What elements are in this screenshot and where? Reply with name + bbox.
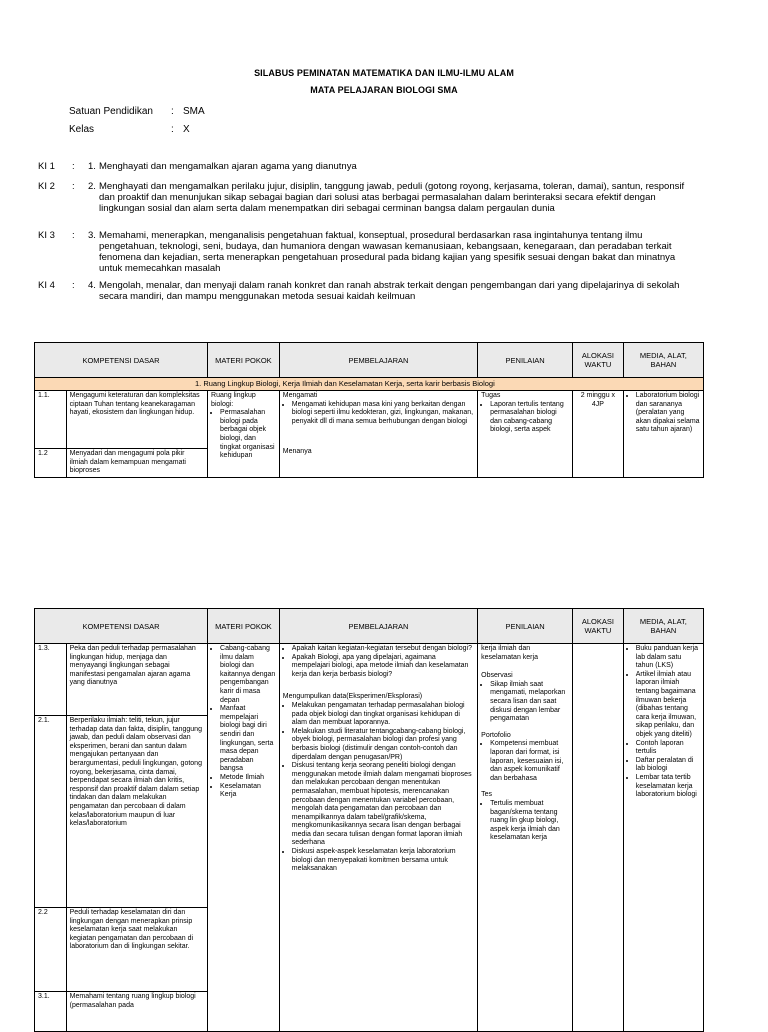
media-cell (623, 391, 703, 478)
table-row (35, 391, 704, 449)
ki-item (0, 181, 768, 221)
kd-text: Berperilaku ilmiah: teliti, tekun, jujur terhadap data dan fakta, disiplin, tanggung jawab, dan peduli dalam observasi dan eksperimen, berani dan santun dalam mengajukan pertanyaan dan berargumentasi, peduli lingkungan, gotong royong, bekerjasama, cinta damai, berpendapat secara ilmiah dan kritis, responsif dan proaktif dalam dalam setiap tindakan dan dalam melakukan pengamatan dan percobaan di dalam kelas/laboratorium maupun di luar kelas/laboratorium (66, 716, 207, 908)
penilaian-item: • Sikap ilmiah saat mengamati, melaporkan secara lisan dan saat diskusi dengan lembar pengamatan (490, 681, 569, 724)
syllabus-table (34, 608, 704, 1032)
kd-number: 3.1. (35, 992, 67, 1032)
pembelajaran-cell (279, 391, 477, 478)
ki-number: 3. (88, 230, 96, 241)
media-item: • Lembar tata tertib keselamatan kerja laboratorium biologi (636, 774, 700, 800)
topic-band (35, 378, 704, 391)
ki-text: Mengolah, menalar, dan menyaji dalam ranah konkret dan ranah abstrak terkait dengan pengembangan dari yang dipelajarinya di sekolah secara mandiri, dan mampu menggunakan metoda sesuai kaidah keilmuan (99, 280, 680, 302)
materi-intro: Ruang lingkup biologi: (211, 392, 256, 408)
media-item: • Laboratorium biologi dan sarananya (peralatan yang akan dipakai selama satu tahun ajaran) (636, 392, 700, 435)
penilaian-cell (478, 644, 573, 1032)
media-item: • Daftar peralatan di lab biologi (636, 757, 700, 774)
col-header-materi: MATERI POKOK (208, 609, 280, 644)
pembelajaran-heading: Mengumpulkan data(Eksperimen/Eksplorasi) (282, 693, 423, 701)
materi-item: • Metode Ilmiah (220, 774, 276, 783)
materi-item: • Permasalahan biologi pada berbagai objek biologi, dan tingkat organisasi kehidupan (220, 409, 276, 461)
kd-text: Menyadari dan mengagumi pola pikir ilmiah dalam kemampuan mengamati bioproses (66, 449, 207, 478)
pembelajaran-item: • Melakukan studi literatur tentangcabang-cabang biologi, obyek biologi, permasalahan biologi dan profesi yang berbasis biologi (distimulir dengan contoh-contoh dan diperdalam dengan penugasan/PR) (292, 728, 474, 762)
penilaian-heading: Tes (481, 791, 493, 799)
col-header-kd: KOMPETENSI DASAR (35, 609, 208, 644)
pembelajaran-item: • Apakah Biologi, apa yang dipelajari, agaimana mempelajari biologi, apa metode ilmiah dan keselamatan kerja dan kerja berbasis biologi? (292, 654, 474, 680)
media-item: • Artikel ilmiah atau laporan ilmiah tentang bagaimana ilmuwan bekerja (dibahas tentang cara kerja ilmuwan, sikap perilaku, dan objek yang diteliti) (636, 671, 700, 740)
penilaian-cell (478, 391, 573, 478)
ki-text: Memahami, menerapkan, menganalisis pengetahuan faktual, konseptual, prosedural berdasarkan rasa ingintahunya tentang ilmu pengetahuan, teknologi, seni, budaya, dan humaniora dengan wawasan kemanusiaan, kebangsaan, kenegaraan, dan peradaban terkait fenomena dan kejadian, serta menerapkan pengetahuan prosedural pada bidang kajian yang spesifik sesuai dengan bakat dan minatnya untuk memecahkan masalah (99, 230, 676, 274)
ki-text: Menghayati dan mengamalkan perilaku jujur, disiplin, tanggung jawab, peduli (gotong royong, kerjasama, toleran, damai), santun, responsif dan proaktif dan menunjukan sikap sebagai bagian dari solusi atas berbagai permasalahan dalam berinteraksi secara efektif dengan lingkungan sosial dan alam serta dalam menempatkan diri sebagai cerminan bangsa dalam pergaulan dunia (99, 181, 685, 214)
media-item: • Buku panduan kerja lab dalam satu tahun (LKS) (636, 645, 700, 671)
alokasi-cell (573, 644, 624, 1032)
kd-number: 2.2 (35, 908, 67, 992)
col-header-media: MEDIA, ALAT, BAHAN (623, 343, 703, 378)
ki-code: KI 2 (38, 181, 55, 192)
pembelajaran-heading: Mengamati (282, 392, 318, 399)
penilaian-heading: Observasi (481, 672, 513, 680)
identity-label: Satuan Pendidikan (69, 106, 153, 117)
col-header-alokasi: ALOKASI WAKTU (573, 343, 624, 378)
materi-item: • Manfaat mempelajari biologi bagi diri sendiri dan lingkungan, serta masa depan peradaban bangsa (220, 705, 276, 774)
table-header-row (35, 343, 704, 378)
pembelajaran-item: • Diskusi aspek-aspek keselamatan kerja laboratorium biologi dan menyepakati komitmen bersama untuk melaksanakan (292, 848, 474, 874)
pembelajaran-item: • Mengamati kehidupan masa kini yang berkaitan dengan biologi seperti ilmu kedokteran, gizi, lingkungan, makanan, penyakit dll di mana semua berhubungan dengan biologi (292, 401, 474, 427)
ki-text: Menghayati dan mengamalkan ajaran agama yang dianutnya (99, 161, 357, 172)
ki-number: 4. (88, 280, 96, 291)
penilaian-item: • Laporan tertulis tentang permasalahan biologi dan cabang-cabang biologi, serta aspek (490, 401, 569, 435)
kd-text: Mengagumi keteraturan dan kompleksitas ciptaan Tuhan tentang keanekaragaman hayati, ekosistem dan lingkungan hidup. (66, 391, 207, 449)
ki-item (0, 280, 768, 308)
ki-number: 1. (88, 161, 96, 172)
penilaian-text: kerja ilmiah dan keselamatan kerja (481, 645, 538, 661)
col-header-pembelajaran: PEMBELAJARAN (279, 343, 477, 378)
ki-colon: : (72, 230, 75, 241)
identity-value: X (183, 124, 190, 135)
identity-label: Kelas (69, 124, 95, 135)
kd-number: 1.1. (35, 391, 67, 449)
pembelajaran-heading: Menanya (282, 448, 312, 456)
ki-item (0, 230, 768, 274)
pembelajaran-item: • Apakah kaitan kegiatan-kegiatan tersebut dengan biologi? (292, 645, 474, 654)
col-header-kd: KOMPETENSI DASAR (35, 343, 208, 378)
pembelajaran-item: • Melakukan pengamatan terhadap permasalahan biologi pada objek biologi dan tingkat organisasi kehidupan di alam dan membuat laporannya. (292, 702, 474, 728)
page-title: SILABUS PEMINATAN MATEMATIKA DAN ILMU-ILMU ALAM (254, 68, 514, 78)
penilaian-item: • Tertulis membuat bagan/skema tentang ruang lin gkup biologi, aspek kerja ilmiah dan keselamatan kerja (490, 800, 569, 843)
penilaian-heading: Portofolio (481, 731, 511, 739)
col-header-pembelajaran: PEMBELAJARAN (279, 609, 477, 644)
table-row (35, 644, 704, 716)
col-header-penilaian: PENILAIAN (478, 609, 573, 644)
topic-band-text: 1. Ruang Lingkup Biologi, Kerja Ilmiah dan Keselamatan Kerja, serta karir berbasis Biologi (35, 378, 704, 391)
ki-code: KI 4 (38, 280, 55, 291)
ki-code: KI 3 (38, 230, 55, 241)
materi-cell (208, 391, 280, 478)
kd-text: Memahami tentang ruang lingkup biologi (permasalahan pada (66, 992, 207, 1032)
col-header-alokasi: ALOKASI WAKTU (573, 609, 624, 644)
identity-sep: : (171, 124, 174, 135)
media-cell (623, 644, 703, 1032)
materi-item: • Cabang-cabang ilmu dalam biologi dan kaitannya dengan pengembangan karir di masa depan (220, 645, 276, 705)
kd-number: 1.2 (35, 449, 67, 478)
ki-colon: : (72, 161, 75, 172)
ki-colon: : (72, 181, 75, 192)
ki-item (0, 161, 768, 175)
kd-number: 1.3. (35, 644, 67, 716)
media-item: • Contoh laporan tertulis (636, 740, 700, 757)
pembelajaran-item: • Diskusi tentang kerja seorang peneliti biologi dengan menggunakan metode ilmiah dalam mengamati bioproses dan melakukan percobaan dengan menentukan permasalahan, membuat hipotesis, merencanakan percobaan dengan menentukan variabel percobaan, mengolah data pengamatan dan percobaan dan menampilkannya dalam tabel/grafik/skema, mengkomunikasikannya secara lisan dengan berbagai media dan secara tulisan dengan format laporan ilmiah sederhana (292, 762, 474, 848)
table-header-row (35, 609, 704, 644)
pembelajaran-cell (279, 644, 477, 1032)
penilaian-heading: Tugas (481, 392, 501, 399)
identity-sep: : (171, 106, 174, 117)
syllabus-table (34, 342, 704, 478)
kd-number: 2.1. (35, 716, 67, 908)
materi-item: • Keselamatan Kerja (220, 783, 276, 800)
penilaian-item: • Kompetensi membuat laporan dari format, isi laporan, kesesuaian isi, dan aspek komunikatif dan berbahasa (490, 740, 569, 783)
ki-colon: : (72, 280, 75, 291)
col-header-media: MEDIA, ALAT, BAHAN (623, 609, 703, 644)
kd-text: Peka dan peduli terhadap permasalahan lingkungan hidup, menjaga dan menyayangi lingkungan sebagai manifestasi pengamalan ajaran agama yang dianutnya (66, 644, 207, 716)
materi-cell (208, 644, 280, 1032)
col-header-penilaian: PENILAIAN (478, 343, 573, 378)
kd-text: Peduli terhadap keselamatan diri dan lingkungan dengan menerapkan prinsip keselamatan kerja saat melakukan kegiatan pengamatan dan percobaan di laboratorium dan di lingkungan sekitar. (66, 908, 207, 992)
alokasi-cell: 2 minggu x 4JP (573, 391, 624, 478)
identity-value: SMA (183, 106, 205, 117)
ki-code: KI 1 (38, 161, 55, 172)
col-header-materi: MATERI POKOK (208, 343, 280, 378)
ki-number: 2. (88, 181, 96, 192)
page-subtitle: MATA PELAJARAN BIOLOGI SMA (310, 85, 458, 95)
